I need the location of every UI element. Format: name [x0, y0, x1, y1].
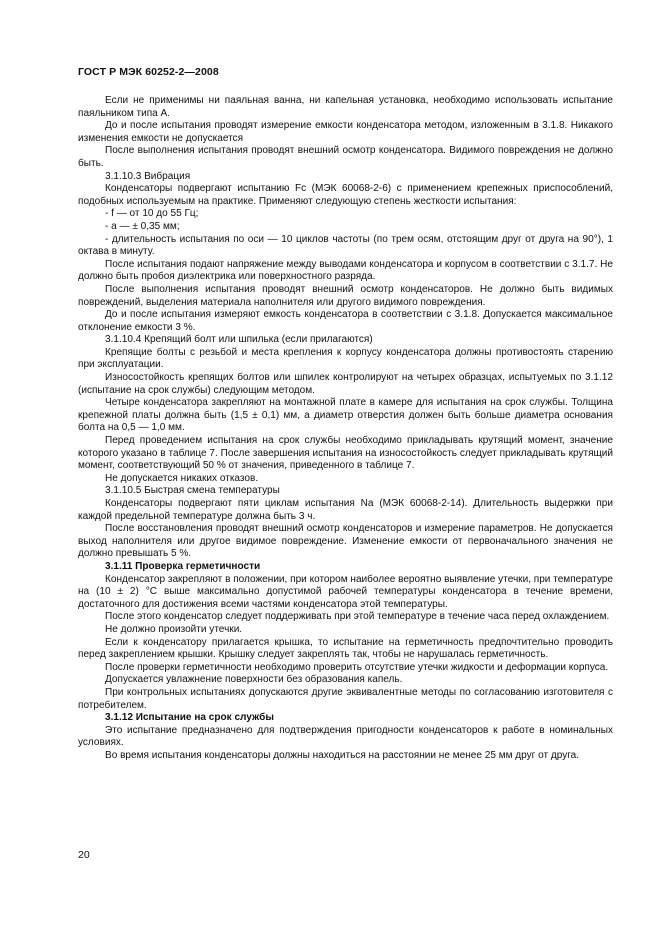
section-heading-bolt: 3.1.10.4 Крепящий болт или шпилька (если прилагаются): [105, 334, 373, 346]
paragraph: До и после испытания проводят измерение емкости конденсатора методом, изложенным в 3.1.8. Никакого изменения емкости не допускается: [78, 120, 613, 144]
paragraph: Не должно произойти утечки.: [105, 623, 243, 635]
paragraph: Конденсаторы подвергают пяти циклам испытания Na (МЭК 60068-2-14). Длительность выдержки при каждой предельной температуре должна быть 3 ч.: [78, 498, 613, 522]
paragraph: Это испытание предназначено для подтверждения пригодности конденсаторов к работе в номинальных условиях.: [78, 724, 613, 749]
paragraph: Если к конденсатору прилагается крышка, то испытание на герметичность предпочтительно проводить перед закреплением крышки. Крышку следует закреплять так, чтобы не нарушалась герметичность.: [78, 636, 613, 661]
paragraph: После этого конденсатор следует поддерживать при этой температуре в течение часа перед охлаждением.: [105, 611, 610, 623]
paragraph: Если не применимы ни паяльная ванна, ни капельная установка, необходимо использовать испытание паяльником типа А.: [78, 95, 613, 119]
paragraph: При контрольных испытаниях допускаются другие эквивалентные методы по согласованию изготовителя с потребителем.: [78, 686, 613, 711]
paragraph: После выполнения испытания проводят внешний осмотр конденсатора. Видимого повреждения не должно быть.: [78, 145, 613, 169]
paragraph: После восстановления проводят внешний осмотр конденсаторов и измерение параметров. Не допускается выход наполнителя или другое видимое повреждение. Изменение емкости от первоначального значения не должно превышать 5 %.: [78, 523, 613, 560]
list-item: - длительность испытания по оси — 10 циклов частоты (по трем осям, отстоящим друг от друга на 90°), 1 октава в минуту.: [78, 233, 613, 258]
paragraph: Конденсаторы подвергают испытанию Fc (МЭК 60068-2-6) с применением крепежных приспособлений, подобных используемым на практике. Применяют следующую степень жесткости испытания:: [78, 183, 613, 207]
section-heading-vibration: 3.1.10.3 Вибрация: [105, 170, 191, 182]
paragraph: Износостойкость крепящих болтов или шпилек контролируют на четырех образцах, испытуемых по 3.1.12 (испытание на срок службы) следующим методом.: [78, 372, 613, 396]
paragraph: Перед проведением испытания на срок службы необходимо прикладывать крутящий момент, значение которого указано в таблице 7. После завершения испытания на износостойкость следует прикладывать крутящий момент, соответствующий 50 % от значения, приведенного в таблице 7.: [78, 435, 613, 472]
paragraph: После выполнения испытания проводят внешний осмотр конденсаторов. Не должно быть видимых повреждений, выделения материала наполнителя или другого видимого повреждения.: [78, 283, 613, 308]
page-number: 20: [78, 849, 90, 861]
document-header: ГОСТ Р МЭК 60252-2—2008: [78, 66, 219, 78]
list-item: - a — ± 0,35 мм;: [105, 220, 180, 232]
list-item: - f — от 10 до 55 Гц;: [105, 208, 199, 220]
paragraph: До и после испытания измеряют емкость конденсатора в соответствии с 3.1.8. Допускается максимальное отклонение емкости 3 %.: [78, 309, 613, 333]
section-heading-sealing: 3.1.11 Проверка герметичности: [105, 560, 261, 572]
document-body: [78, 95, 613, 762]
paragraph: После проверки герметичности необходимо проверить отсутствие утечки жидкости и деформации корпуса.: [105, 661, 609, 673]
paragraph: Конденсатор закрепляют в положении, при котором наиболее вероятно выявление утечки, при температуре на (10 ± 2) °С выше максимально допустимой рабочей температуры конденсатора в течение времени, достаточного для достижения всеми частями конденсатора этой температуры.: [78, 573, 613, 610]
section-heading-service-life: 3.1.12 Испытание на срок службы: [105, 712, 274, 724]
paragraph: После испытания подают напряжение между выводами конденсатора и корпусом в соответствии с 3.1.7. Не должно быть пробоя диэлектрика или поверхностного разряда.: [78, 258, 613, 283]
paragraph: Допускается увлажнение поверхности без образования капель.: [105, 674, 403, 686]
paragraph: Четыре конденсатора закрепляют на монтажной плате в камере для испытания на срок службы. Толщина крепежной платы должна быть (1,5 ± 0,1) мм, а диаметр отверстия должен быть больше диаметра основания болта на 0,5 — 1,0 мм.: [78, 397, 613, 434]
paragraph: Не допускается никаких отказов.: [105, 472, 259, 484]
paragraph: Во время испытания конденсаторы должны находиться на расстоянии не менее 25 мм друг от друга.: [105, 749, 580, 761]
section-heading-temperature: 3.1.10.5 Быстрая смена температуры: [105, 485, 280, 497]
paragraph: Крепящие болты с резьбой и места крепления к корпусу конденсатора должны противостоять старению при эксплуатации.: [78, 346, 613, 371]
